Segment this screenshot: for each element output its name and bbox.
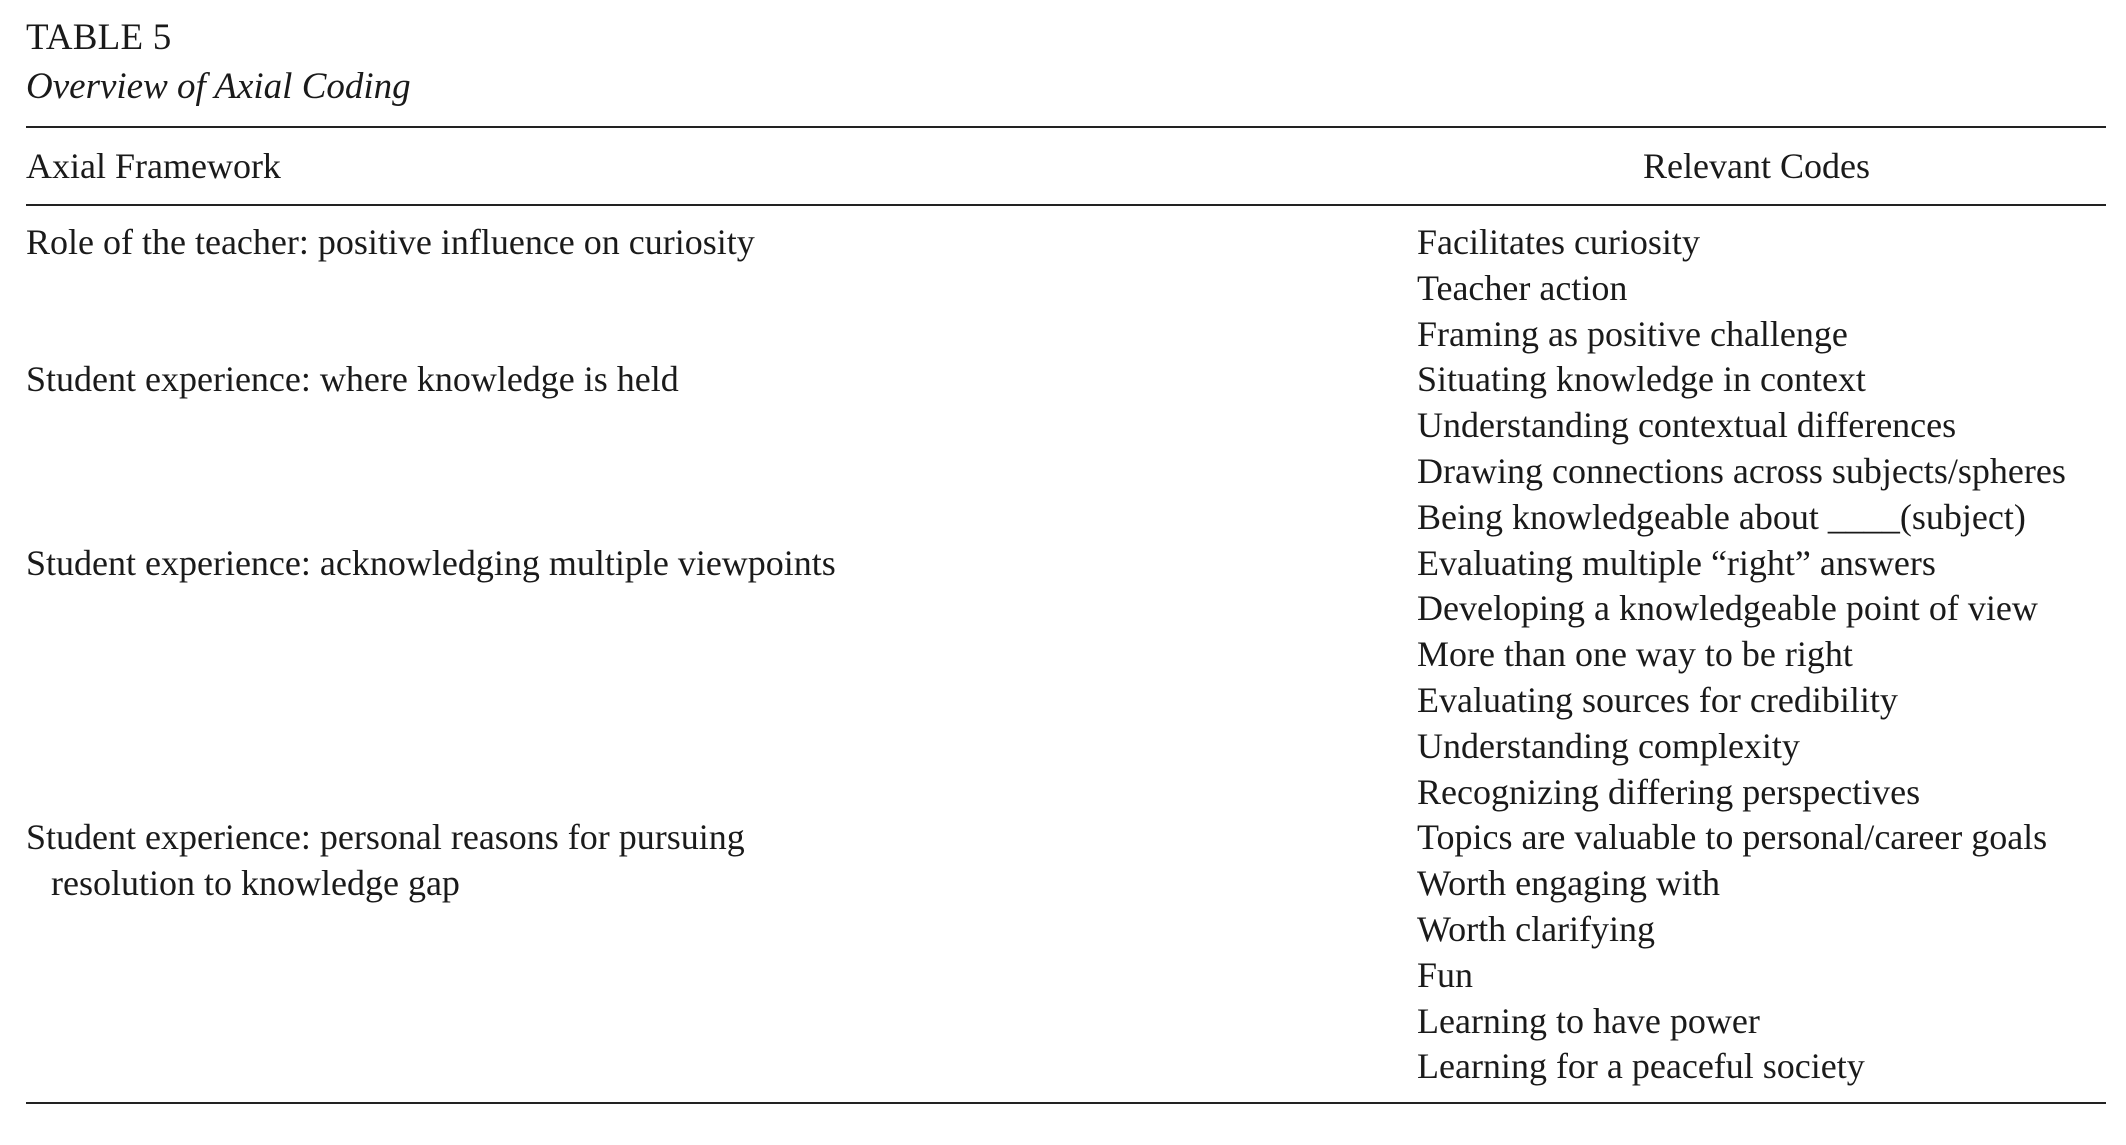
bottom-rule [26,1102,2106,1104]
framework-text: Student experience: personal reasons for pursuing [26,817,745,858]
code-item: Fun [1417,954,1474,995]
table-row [26,541,2106,816]
axial-coding-table [26,14,2106,1104]
code-item: Topics are valuable to personal/career goals [1417,817,2048,858]
framework-text: Student experience: acknowledging multiple viewpoints [26,542,836,583]
code-item: Understanding contextual differences [1417,405,1957,446]
code-item: Developing a knowledgeable point of view [1417,588,2038,629]
framework-text: Student experience: where knowledge is held [26,359,679,400]
framework-cell [26,541,1417,816]
code-item: Worth clarifying [1417,908,1656,949]
code-item: Being knowledgeable about ____(subject) [1417,496,2026,537]
code-item: Facilitates curiosity [1417,222,1700,262]
table-label: TABLE 5 [26,17,172,58]
code-item: Evaluating sources for credibility [1417,679,1898,720]
header-axial-framework: Axial Framework [26,146,281,186]
code-item: More than one way to be right [1417,634,1853,675]
header-relevant-codes: Relevant Codes [1643,146,1870,186]
table-row [26,357,2106,540]
codes-cell [1417,357,2106,540]
code-item: Learning for a peaceful society [1417,1046,1865,1087]
codes-cell [1417,815,2106,1090]
framework-cell [26,357,1417,540]
framework-text: Role of the teacher: positive influence on curiosity [26,222,755,262]
code-item: Recognizing differing perspectives [1417,771,1921,812]
code-item: Evaluating multiple “right” answers [1417,542,1936,583]
code-item: Learning to have power [1417,1000,1760,1041]
code-item: Worth engaging with [1417,863,1721,904]
framework-cell [26,220,1417,357]
code-item: Situating knowledge in context [1417,359,1866,400]
table-body [26,206,2106,1102]
codes-cell [1417,541,2106,816]
framework-cell [26,815,1417,1090]
code-item: Understanding complexity [1417,725,1800,766]
codes-cell [1417,220,2106,357]
table-caption: Overview of Axial Coding [26,66,411,107]
table-row [26,815,2106,1090]
table-row [26,220,2106,357]
code-item: Drawing connections across subjects/spheres [1417,450,2066,491]
framework-text: resolution to knowledge gap [51,863,460,904]
code-item: Framing as positive challenge [1417,313,1848,354]
code-item: Teacher action [1417,267,1628,308]
table-header-row [26,128,2106,204]
